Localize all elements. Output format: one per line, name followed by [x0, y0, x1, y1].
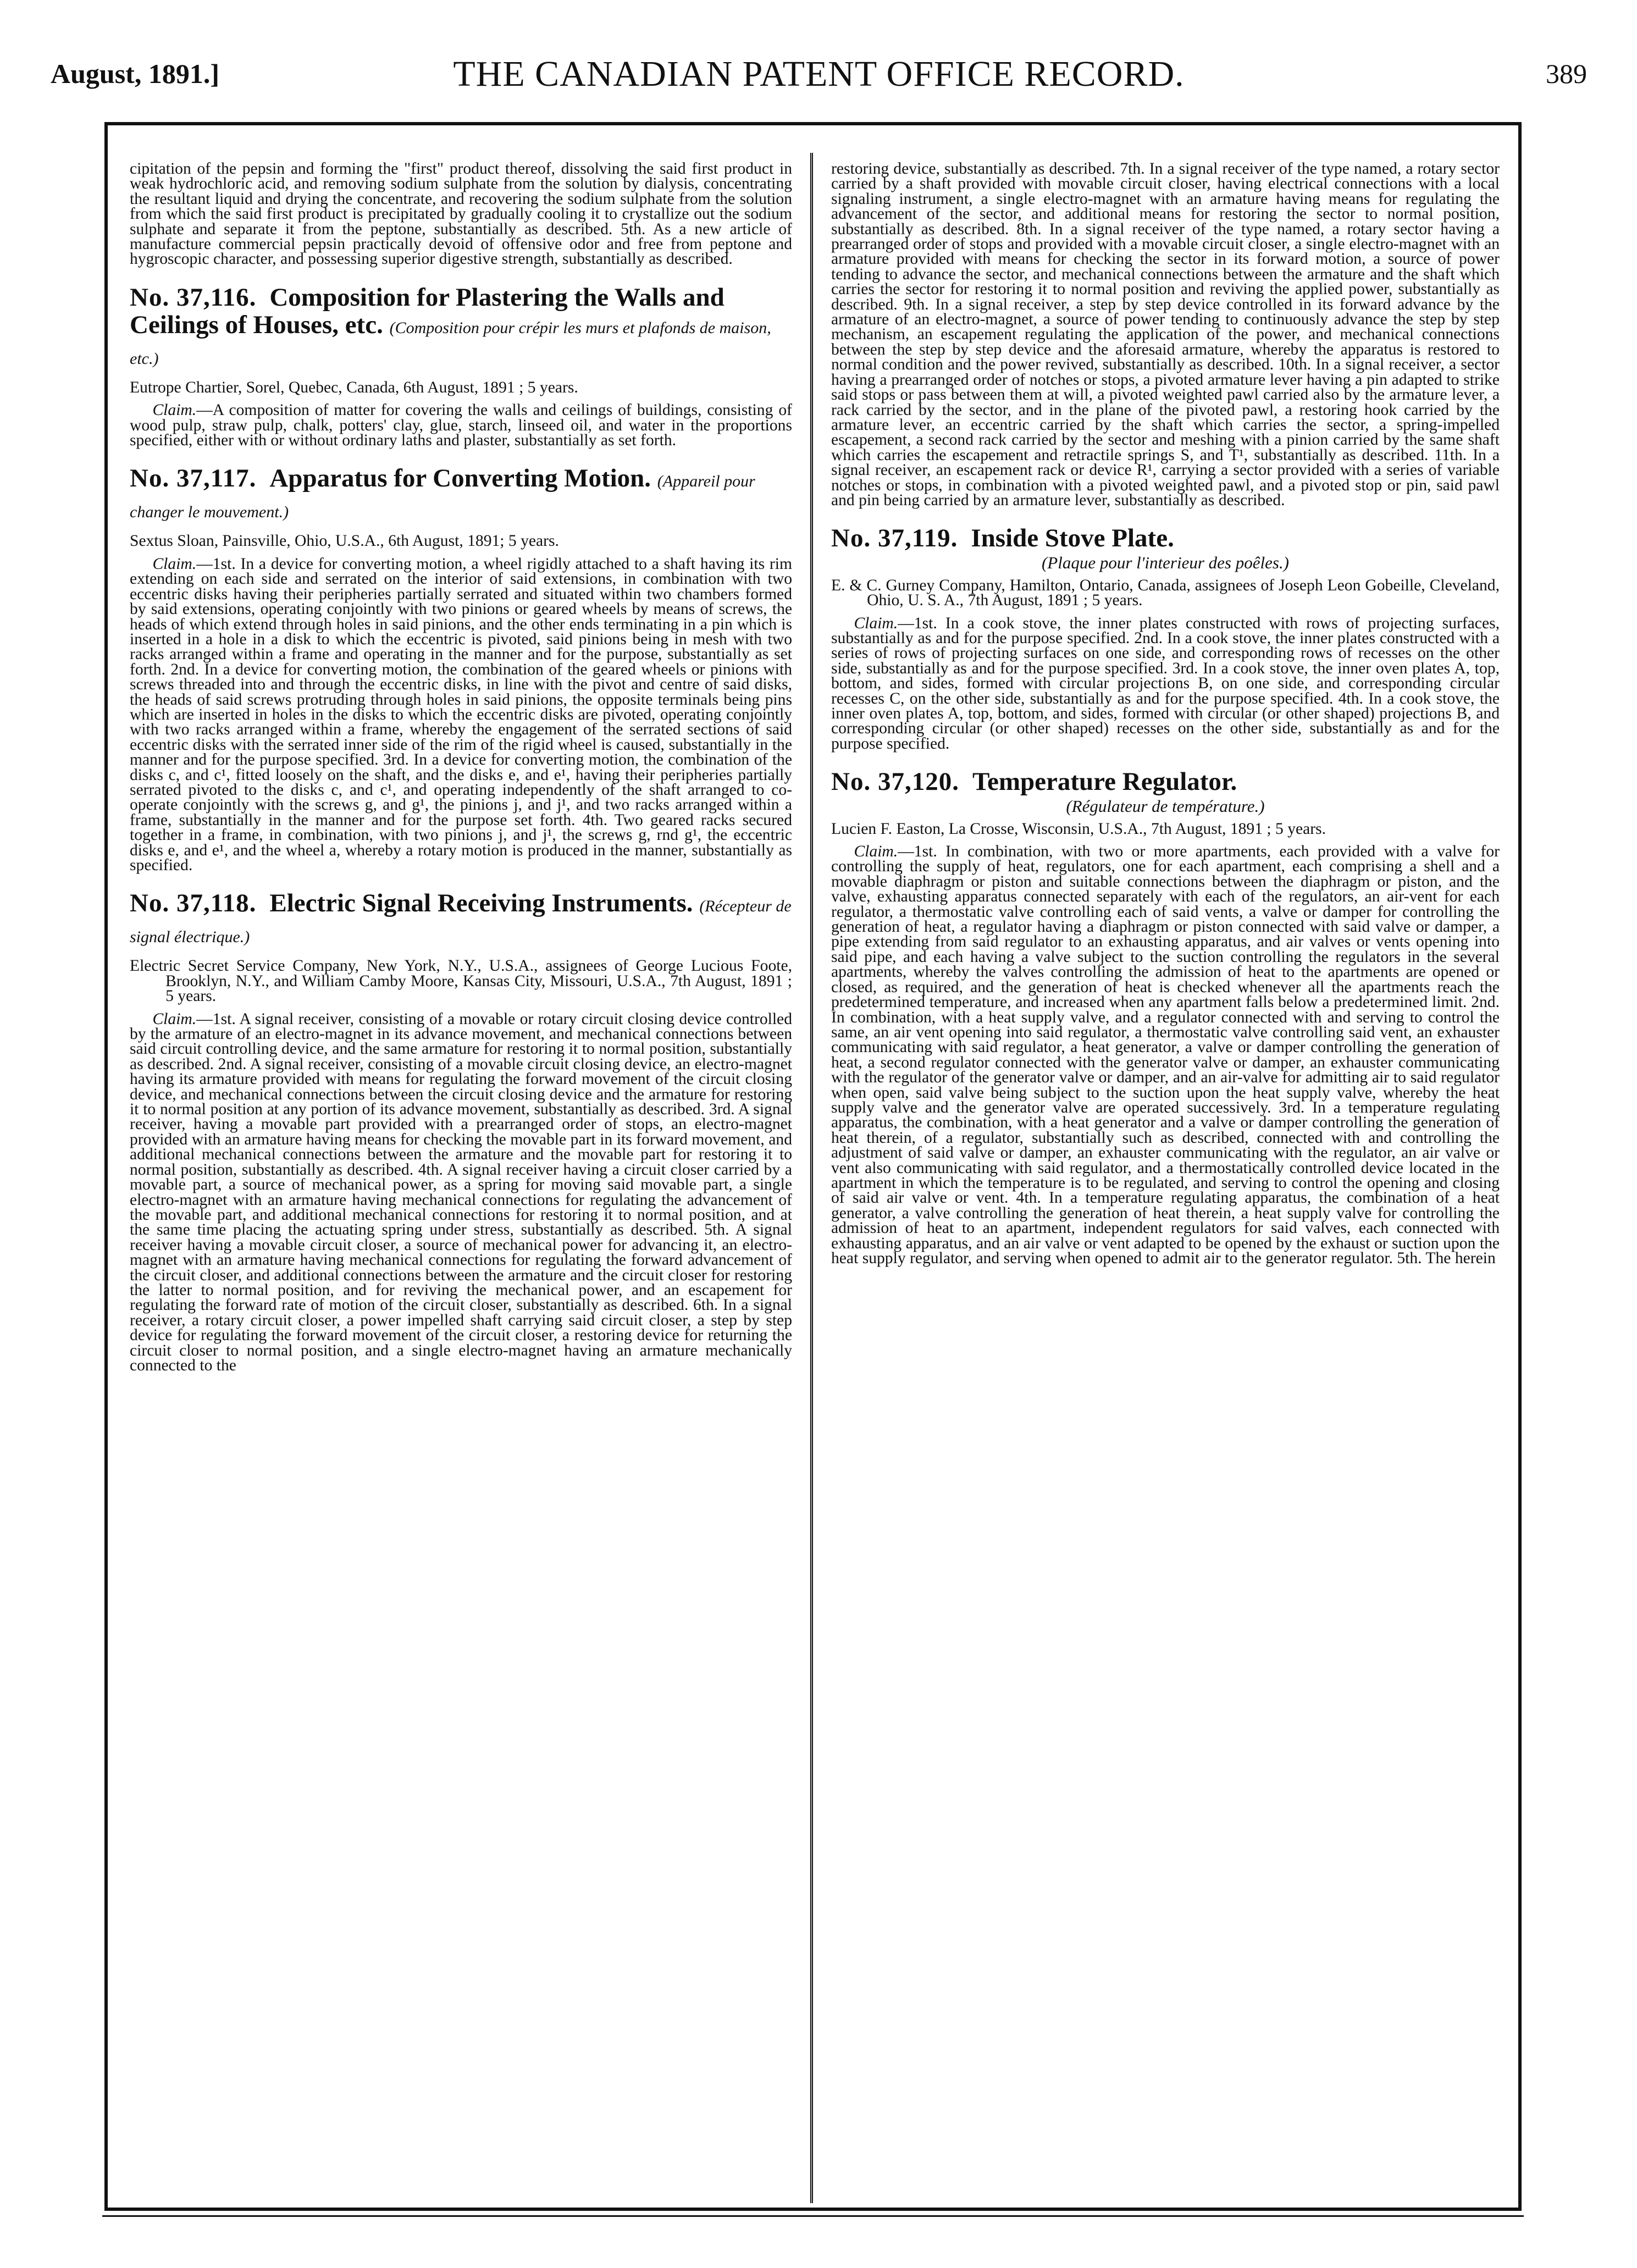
patent-heading [831, 768, 1500, 795]
patent-title-french: (Régulateur de température.) [1066, 796, 1265, 816]
patent-entry [831, 524, 1500, 751]
page-header [51, 54, 1587, 102]
continued-text: cipitation of the pepsin and forming the "first" product thereof, dissolving the said first product in weak hydrochloric acid, and removing sodium sulphate from the solution by dialysis, concentrating the resultant liquid and drying the concentrate, and recovering the sodium sulphate from the solution from which the said first product is precipitated by gradually cooling it to crystallize out the sodium sulphate and separate it from the peptone, substantially as described. 5th. As a new article of manufacture commercial pepsin practically devoid of offensive odor and free from peptone and hygroscopic character, and possessing superior digestive strength, substantially as described. [130, 162, 792, 268]
patent-heading [130, 889, 792, 951]
patent-title-french: (Récepteur de signal électrique.) [130, 897, 792, 947]
patent-entry [130, 284, 792, 449]
patent-number: No. 37,119. [831, 524, 958, 553]
patent-title: Inside Stove Plate. [971, 524, 1174, 553]
issue-date: August, 1891.] [51, 58, 219, 89]
patent-applicant: E. & C. Gurney Company, Hamilton, Ontario, Canada, assignees of Joseph Leon Gobeille, Cleveland, Ohio, U. S. A., 7th August, 1891 ; 5 years. [831, 576, 1500, 610]
left-column [130, 162, 792, 2190]
patent-claim: Claim.—1st. In a device for converting motion, a wheel rigidly attached to a shaft having its rim extending on each side and serrated on the interior of said extensions, in combination with two eccentric disks having their peripheries partially serrated and situated within two chambers formed by said extensions, operating conjointly with two pinions or geared wheels by means of screws, the heads of which extend through holes in said pinions, and the other ends terminating in a pin which is inserted in a hole in a disk to which the eccentric is pivoted, said pinions being in mesh with two racks arranged within a frame and operating in the manner and for the purpose, substantially as set forth. 2nd. In a device for converting motion, the combination of the geared wheels or pinions with screws threaded into and through the eccentric disks, in line with the pivot and centre of said disks, the heads of said screws protruding through holes in said pinions, the opposite terminals being pins which are inserted in holes in the disks to which the eccentric disks are pivoted, operating conjointly with two racks arranged within a frame, whereby the engagement of the serrated sections of said eccentric disks with the serrated inner side of the rim of the rigid wheel is caused, substantially in the manner and for the purpose specified. 3rd. In a device for converting motion, the combination of the disks c, and c¹, fitted loosely on the shaft, and the disks e, and e¹, having their peripheries partially serrated pivoted to the disks c, and c¹, and operating independently of the shaft arranged to co-operate conjointly with the screws g, and g¹, the pinions j, and j¹, and two racks arranged within a frame, substantially in the manner and for the purpose set forth. 4th. Two geared racks secured together in a frame, in combination, with two pinions j, and j¹, the screws g, rnd g¹, the eccentric disks e, and e¹, and the wheel a, whereby a rotary motion is produced in the manner, substantially as specified. [130, 555, 792, 874]
patent-title-french: (Composition pour crépir les murs et plafonds de maison, etc.) [130, 318, 771, 368]
patent-number: No. 37,120. [831, 767, 959, 796]
patent-title-french: (Plaque pour l'interieur des poêles.) [1041, 553, 1289, 573]
page-frame [104, 122, 1522, 2211]
column-divider [810, 153, 813, 2203]
patent-title: Apparatus for Converting Motion. [269, 464, 651, 493]
patent-title: Composition for Plastering the Walls and Ceilings of Houses, etc. [130, 283, 725, 339]
patent-title: Temperature Regulator. [972, 767, 1237, 796]
right-column [831, 162, 1500, 2190]
patent-title: Electric Signal Receiving Instruments. [269, 889, 693, 918]
patent-heading [130, 464, 792, 526]
patent-number: No. 37,116. [130, 283, 257, 312]
patent-title-french: (Appareil pour changer le mouvement.) [130, 472, 755, 522]
patent-applicant: Sextus Sloan, Painsville, Ohio, U.S.A., 6th August, 1891; 5 years. [130, 532, 559, 550]
patent-number: No. 37,117. [130, 464, 257, 493]
continued-text: restoring device, substantially as described. 7th. In a signal receiver of the type named, a rotary sector carried by a shaft provided with movable circuit closer, having electrical connections with a local signaling instrument, a single electro-magnet with an armature having means for regulating the advancement of the sector, and additional means for restoring the sector to normal position, substantially as described. 8th. In a signal receiver of the type named, a rotary sector having a prearranged order of stops and provided with a movable circuit closer, a single electro-magnet with an armature provided with means for checking the sector in its forward motion, a source of power tending to advance the sector, and mechanical connections between the armature and the shaft which carries the sector for restoring it to normal position and reviving the applied power, substantially as described. 9th. In a signal receiver, a step by step device controlled in its forward advance by the armature of an electro-magnet, a source of power tending to continuously advance the step by step mechanism, an escapement regulating the application of the power, and mechanical connections between the step by step device and the aforesaid armature, whereby the apparatus is restored to normal condition and the power revived, substantially as described. 10th. In a signal receiver, a sector having a prearranged order of notches or stops, a pivoted armature lever having a pin adapted to strike said stops or pass between them at will, a pivoted weighted pawl carried also by the armature lever, a rack carried by the sector, and in the plane of the pivoted pawl, a restoring hook carried by the armature lever, an eccentric carried by the shaft which carries the sector, a spring-impelled escapement, a second rack carried by the sector and meshing with a pinion carried by the same shaft which carries the escapement and retractile springs S, and T¹, substantially as described. 11th. In a signal receiver, an escapement rack or device R¹, carrying a sector provided with a series of variable notches or stops, in combination with a pivoted weighted pawl, and a pivoted stop or pin, said pawl and pin being carried by an armature lever, substantially as described. [831, 162, 1500, 509]
patent-entry [130, 464, 792, 873]
patent-claim: Claim.—1st. In combination, with two or more apartments, each provided with a valve for controlling the supply of heat, regulators, one for each apartment, each comprising a shell and a movable diaphragm or piston and suitable connections between the diaphragm or piston, and the valve, exhausting apparatus connected separately with each of the regulators, an air-vent for each regulator, a thermostatic valve controlling each of said vents, a valve or damper for controlling the generation of heat, a regulator having a diaphragm or piston connected with said valve or damper, a pipe extending from said regulator to an exhausting apparatus, and air valves or vents opening into said pipe, and each having a valve subject to the suction controlling the regulators in the several apartments, whereby the valves controlling the admission of heat to the apartments are opened or closed, as required, and the generation of heat is checked whenever all the apartments reach the predetermined temperature, and increased when any apartment falls below a predetermined limit. 2nd. In combination, with a heat supply valve, and a regulator connected with and serving to control the same, an air vent opening into said regulator, a thermostatic valve controlling said vent, an exhauster communicating with said regulator, a heat generator, a valve or damper controlling the generation of heat, a second regulator connected with the generator valve or damper, an exhauster communicating with the regulator of the generator valve or damper, and an air-valve for admitting air to said regulator when open, said valve being subject to the suction upon the heat supply valve, whereby the heat supply valve and the generator valve are operated successively. 3rd. In a temperature regulating apparatus, the combination, with a heat generator and a valve or damper controlling the generation of heat therein, of a regulator, substantially such as described, connected with and controlling the adjustment of said valve or damper, an exhauster communicating with the regulator, an air valve or vent also communicating with said regulator, and a thermostatically controlled device located in the apartment in which the temperature is to be regulated, and serving to control the opening and closing of said air valve or vent. 4th. In a temperature regulating apparatus, the combination of a heat generator, a valve controlling the generation of heat therein, a heat supply valve for controlling the admission of heat to an apartment, independent regulators for said valves, each connected with exhausting apparatus, and an air valve or vent adapted to be opened by the exhaust or suction upon the heat supply regulator, and serving when opened to admit air to the generator regulator. 5th. The herein [831, 843, 1500, 1267]
patent-entry [831, 768, 1500, 1266]
patent-entry [130, 889, 792, 1373]
patent-number: No. 37,118. [130, 889, 257, 918]
publication-title: THE CANADIAN PATENT OFFICE RECORD. [453, 54, 1185, 94]
bottom-rule [102, 2215, 1524, 2217]
patent-applicant: Lucien F. Easton, La Crosse, Wisconsin, U.S.A., 7th August, 1891 ; 5 years. [831, 820, 1326, 838]
patent-heading [130, 284, 792, 373]
patent-applicant: Eutrope Chartier, Sorel, Quebec, Canada, 6th August, 1891 ; 5 years. [130, 378, 578, 396]
patent-claim: Claim.—1st. In a cook stove, the inner plates constructed with rows of projecting surfaces, substantially as and for the purpose specified. 2nd. In a cook stove, the inner plates constructed with a series of rows of projecting surfaces on one side, and corresponding rows of recesses on the other side, substantially as and for the purpose specified. 3rd. In a cook stove, the inner oven plates A, top, bottom, and sides, formed with circular projections B, on one side, and corresponding circular recesses C, on the other side, substantially as and for the purpose specified. 4th. In a cook stove, the inner oven plates A, top, bottom, and sides, formed with circular (or other shaped) projections B, and corresponding circular (or other shaped) recesses on the other side, substantially as and for the purpose specified. [831, 614, 1500, 753]
patent-claim: Claim.—A composition of matter for covering the walls and ceilings of buildings, consisting of wood pulp, straw pulp, chalk, potters' clay, glue, starch, linseed oil, and water in the proportions specified, either with or without ordinary laths and plaster, substantially as set forth. [130, 401, 792, 450]
patent-heading [831, 524, 1500, 552]
page-number: 389 [1546, 58, 1587, 89]
patent-claim: Claim.—1st. A signal receiver, consisting of a movable or rotary circuit closing device controlled by the armature of an electro-magnet in its advance movement, and mechanical connections between said circuit controlling device, and the same armature for restoring it to normal position, substantially as described. 2nd. A signal receiver, consisting of a movable circuit closing device, an electro-magnet having its armature provided with means for regulating the forward movement of the circuit closing device, and mechanical connections between the circuit closing device and the armature for restoring it to normal position at any portion of its advance movement, substantially as described. 3rd. A signal receiver, having a movable part provided with a prearranged order of stops, an electro-magnet provided with an armature having means for checking the movable part in its forward movement, and additional mechanical connections between the armature and the movable part for restoring it to normal position, substantially as described. 4th. A signal receiver having a circuit closer carried by a movable part, a source of mechanical power, as a spring for moving said movable part, a single electro-magnet with an armature having mechanical connections for regulating the advancement of the movable part, and additional mechanical connections for restoring it to normal position, and at the same time placing the actuating spring under stress, substantially as described. 5th. A signal receiver having a movable circuit closer, a source of mechanical power for advancing it, an electro-magnet with an armature having mechanical connections for regulating the forward advancement of the circuit closer, and additional connections between the armature and the circuit closer for restoring the latter to normal position, and for reviving the mechanical power, and an escapement for regulating the forward rate of motion of the circuit closer, substantially as described. 6th. In a signal receiver, a rotary circuit closer, a power impelled shaft carrying said circuit closer, a step by step device for regulating the forward movement of the circuit closer, a restoring device for returning the circuit closer to normal position, and a single electro-magnet having an armature mechanically connected to the [130, 1010, 792, 1374]
patent-applicant: Electric Secret Service Company, New York, N.Y., U.S.A., assignees of George Lucious Foote, Brooklyn, N.Y., and William Camby Moore, Kansas City, Missouri, U.S.A., 7th August, 1891 ; 5 years. [130, 957, 792, 1005]
